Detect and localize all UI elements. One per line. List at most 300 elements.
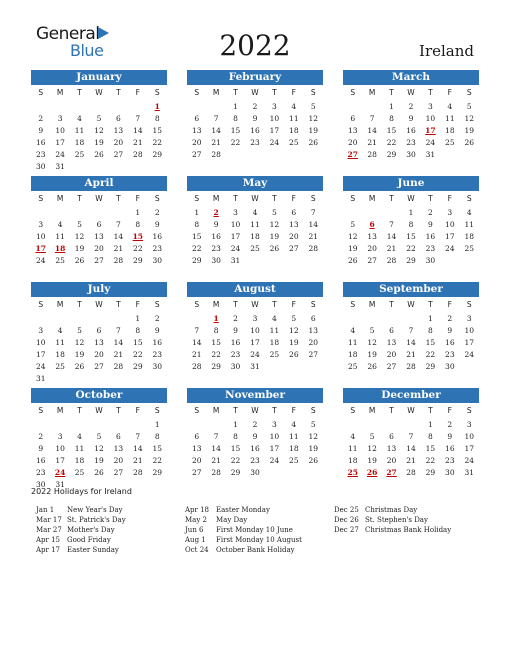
day-cell: 11 (347, 444, 358, 453)
day-cell: 28 (113, 256, 124, 265)
holiday-date: Dec 27 (334, 526, 359, 534)
weekday-label: T (389, 300, 394, 309)
holiday-date: Jan 1 (36, 506, 55, 514)
holiday-item (185, 515, 335, 525)
day-cell: 19 (74, 244, 85, 253)
weekday-label: W (251, 406, 259, 415)
day-cell (70, 373, 89, 385)
day-cell: 4 (350, 432, 356, 441)
holiday-day-cell: 26 (366, 468, 378, 477)
day-cell: 17 (445, 232, 455, 241)
day-cell: 1 (154, 420, 160, 429)
weekday-label: T (77, 88, 82, 97)
day-cell: 16 (250, 444, 260, 453)
month-august (187, 282, 323, 373)
day-cell: 7 (194, 326, 200, 335)
day-cell: 5 (96, 114, 102, 123)
day-cell: 7 (135, 114, 141, 123)
day-cell: 15 (152, 444, 163, 453)
week-row (187, 137, 323, 149)
weekday-label: M (56, 194, 64, 203)
day-cell: 12 (94, 126, 104, 135)
day-cell: 19 (269, 232, 280, 241)
holiday-name: St. Patrick's Day (67, 516, 126, 524)
weekday-label: M (56, 406, 64, 415)
day-cell: 27 (191, 150, 202, 159)
month-title: June (343, 176, 479, 191)
holiday-day-cell: 18 (54, 244, 66, 253)
day-cell: 27 (289, 244, 299, 253)
week-row (343, 125, 479, 137)
holiday-day-cell: 27 (386, 468, 397, 477)
day-cell: 4 (77, 432, 82, 441)
day-cell: 22 (133, 350, 143, 359)
day-cell (31, 207, 50, 219)
day-cell: 9 (38, 444, 44, 453)
day-cell: 30 (406, 150, 416, 159)
weekday-label: S (194, 406, 200, 415)
day-cell: 5 (310, 420, 316, 429)
holiday-day-cell: 17 (425, 126, 436, 135)
holiday-item (185, 535, 335, 545)
day-cell: 1 (408, 208, 414, 217)
day-cell: 20 (113, 456, 124, 465)
day-cell (89, 419, 108, 431)
day-cell: 17 (35, 350, 46, 359)
day-cell: 21 (211, 456, 221, 465)
day-cell: 16 (152, 338, 163, 347)
weekday-label: S (154, 300, 160, 309)
day-cell: 10 (464, 326, 475, 335)
month-title: November (187, 388, 323, 403)
day-cell (70, 207, 89, 219)
month-title: February (187, 70, 323, 85)
day-cell: 28 (211, 468, 221, 477)
weekday-label: W (407, 194, 415, 203)
holidays-column (36, 505, 186, 555)
day-cell (343, 101, 362, 113)
day-cell (382, 419, 401, 431)
day-cell: 8 (135, 220, 141, 229)
day-cell: 14 (386, 232, 397, 241)
weekday-label: S (466, 300, 472, 309)
day-cell: 27 (386, 362, 397, 371)
day-cell: 25 (289, 138, 299, 147)
day-cell: 9 (38, 126, 44, 135)
day-cell: 18 (269, 338, 280, 347)
day-cell: 13 (94, 232, 104, 241)
day-cell: 12 (367, 338, 377, 347)
day-cell: 1 (135, 208, 141, 217)
weekday-label: F (447, 88, 452, 97)
day-cell (109, 161, 128, 173)
day-cell: 27 (113, 468, 124, 477)
day-cell: 7 (310, 208, 316, 217)
holiday-day-cell: 27 (347, 150, 358, 159)
day-cell: 14 (406, 444, 416, 453)
day-cell: 15 (133, 338, 143, 347)
day-cell: 26 (289, 350, 299, 359)
weekday-label: M (56, 300, 64, 309)
logo-general-text: General (36, 24, 100, 44)
holiday-item (36, 545, 186, 555)
week-row (187, 101, 323, 113)
day-cell: 26 (269, 244, 280, 253)
day-cell: 23 (152, 350, 163, 359)
day-cell: 12 (464, 114, 475, 123)
day-cell: 26 (347, 256, 358, 265)
day-cell: 20 (94, 350, 104, 359)
week-row (31, 231, 167, 243)
weekday-label: W (95, 194, 103, 203)
day-cell: 21 (113, 244, 124, 253)
day-cell (401, 419, 420, 431)
day-cell (362, 207, 381, 219)
week-row (343, 137, 479, 149)
day-cell: 11 (74, 444, 85, 453)
day-cell: 11 (347, 338, 358, 347)
day-cell (109, 101, 128, 113)
day-cell: 20 (191, 138, 202, 147)
weekday-label: T (116, 88, 121, 97)
day-cell: 2 (154, 208, 160, 217)
day-cell: 21 (367, 138, 377, 147)
day-cell: 22 (152, 456, 163, 465)
week-row (343, 361, 479, 373)
holiday-date: Apr 17 (36, 546, 61, 554)
day-cell: 13 (191, 444, 202, 453)
day-cell: 2 (447, 420, 453, 429)
day-cell: 16 (211, 232, 221, 241)
day-cell: 3 (252, 314, 258, 323)
day-cell: 1 (428, 314, 433, 323)
month-title: April (31, 176, 167, 191)
week-row (187, 255, 323, 267)
week-row (343, 467, 479, 479)
day-cell: 10 (55, 126, 65, 135)
day-cell: 15 (406, 232, 416, 241)
day-cell (128, 419, 147, 431)
week-row (187, 113, 323, 125)
day-cell: 3 (57, 432, 63, 441)
day-cell: 8 (194, 220, 200, 229)
day-cell: 24 (464, 350, 475, 359)
week-row (343, 101, 479, 113)
day-cell: 13 (191, 126, 202, 135)
weekday-label: T (428, 406, 433, 415)
day-cell (265, 467, 284, 479)
day-cell: 15 (191, 232, 202, 241)
day-cell (31, 101, 50, 113)
day-cell: 15 (425, 444, 436, 453)
day-cell: 2 (154, 314, 160, 323)
day-cell: 21 (406, 456, 416, 465)
week-row (31, 467, 167, 479)
day-cell (148, 161, 167, 173)
weekday-label: F (135, 194, 140, 203)
day-cell: 23 (35, 150, 46, 159)
holidays-title: 2022 Holidays for Ireland (31, 487, 132, 496)
weekday-label: T (233, 194, 238, 203)
day-cell: 21 (113, 350, 124, 359)
day-cell: 24 (445, 244, 455, 253)
day-cell: 7 (135, 432, 141, 441)
weekday-label: S (154, 88, 160, 97)
day-cell (50, 313, 69, 325)
day-cell: 5 (369, 326, 375, 335)
day-cell: 30 (445, 468, 455, 477)
weekday-label: S (466, 406, 472, 415)
day-cell: 7 (213, 432, 219, 441)
day-cell: 19 (94, 138, 104, 147)
day-cell: 15 (230, 444, 241, 453)
day-cell: 1 (194, 208, 200, 217)
day-cell: 13 (94, 338, 104, 347)
day-cell: 25 (347, 362, 358, 371)
day-cell: 15 (211, 338, 221, 347)
day-cell (284, 467, 303, 479)
week-row (187, 337, 323, 349)
weekday-label: T (116, 300, 121, 309)
weekday-header (343, 405, 479, 417)
month-may (187, 176, 323, 267)
day-cell: 10 (464, 432, 475, 441)
day-cell (440, 149, 459, 161)
day-cell: 22 (133, 244, 143, 253)
page-header (0, 0, 510, 62)
weekday-label: S (466, 194, 472, 203)
holiday-day-cell: 1 (213, 314, 219, 323)
day-cell: 18 (55, 350, 65, 359)
week-row (31, 243, 167, 255)
holidays-column (334, 505, 484, 535)
week-row (31, 207, 167, 219)
day-cell (70, 161, 89, 173)
day-cell: 29 (386, 150, 397, 159)
day-cell (440, 255, 459, 267)
week-row (187, 361, 323, 373)
holiday-day-cell: 2 (213, 208, 219, 217)
day-cell: 11 (289, 432, 299, 441)
weekday-label: S (38, 300, 44, 309)
month-title: May (187, 176, 323, 191)
day-cell (206, 419, 225, 431)
day-cell: 27 (191, 468, 202, 477)
day-cell: 29 (425, 362, 436, 371)
day-cell (382, 207, 401, 219)
day-cell (109, 419, 128, 431)
day-cell: 23 (211, 244, 221, 253)
day-cell (70, 419, 89, 431)
week-row (343, 443, 479, 455)
day-cell: 19 (74, 350, 85, 359)
day-cell: 9 (428, 220, 433, 229)
day-cell: 10 (55, 444, 65, 453)
day-cell: 19 (94, 456, 104, 465)
weekday-label: F (291, 88, 296, 97)
day-cell: 14 (133, 444, 143, 453)
day-cell: 28 (133, 468, 143, 477)
month-title: September (343, 282, 479, 297)
weekday-header (187, 193, 323, 205)
weekday-label: S (194, 300, 200, 309)
holiday-item (36, 525, 186, 535)
day-cell: 2 (233, 314, 238, 323)
holidays-column (185, 505, 335, 555)
day-cell: 9 (447, 432, 453, 441)
weekday-label: T (233, 406, 238, 415)
day-cell: 30 (152, 362, 163, 371)
weekday-header (31, 87, 167, 99)
day-cell: 16 (425, 232, 436, 241)
weekday-label: S (194, 194, 200, 203)
day-cell: 10 (445, 220, 455, 229)
week-row (343, 243, 479, 255)
day-cell: 30 (445, 362, 455, 371)
day-cell: 9 (154, 326, 160, 335)
week-row (31, 431, 167, 443)
day-cell: 1 (233, 102, 238, 111)
week-row (343, 349, 479, 361)
weekday-label: T (428, 194, 433, 203)
holiday-name: First Monday 10 June (216, 526, 293, 534)
day-cell: 27 (113, 150, 124, 159)
week-row (187, 207, 323, 219)
holiday-item (185, 525, 335, 535)
day-cell: 4 (350, 326, 356, 335)
holiday-date: Aug 1 (185, 536, 206, 544)
week-row (31, 113, 167, 125)
day-cell: 7 (408, 432, 414, 441)
weekday-label: S (350, 88, 356, 97)
day-cell: 9 (213, 220, 219, 229)
month-april (31, 176, 167, 267)
day-cell: 10 (35, 232, 46, 241)
day-cell: 2 (408, 102, 414, 111)
weekday-label: S (350, 194, 356, 203)
day-cell (70, 313, 89, 325)
day-cell: 15 (386, 126, 397, 135)
weekday-label: M (368, 300, 376, 309)
day-cell: 14 (211, 444, 221, 453)
weekday-label: T (77, 300, 82, 309)
day-cell: 18 (74, 138, 85, 147)
weekday-label: T (272, 300, 277, 309)
holiday-date: Dec 25 (334, 506, 359, 514)
weekday-label: T (77, 194, 82, 203)
day-cell: 29 (230, 468, 241, 477)
month-november (187, 388, 323, 479)
day-cell: 1 (389, 102, 394, 111)
week-row (31, 373, 167, 385)
day-cell: 17 (269, 126, 280, 135)
weekday-label: M (212, 194, 220, 203)
day-cell: 17 (55, 138, 65, 147)
day-cell: 16 (230, 338, 241, 347)
weekday-header (343, 299, 479, 311)
day-cell: 30 (230, 362, 241, 371)
day-cell (89, 101, 108, 113)
day-cell: 31 (55, 162, 65, 171)
day-cell: 2 (252, 420, 258, 429)
day-cell: 7 (369, 114, 375, 123)
holiday-date: Oct 24 (185, 546, 209, 554)
weekday-label: S (466, 88, 472, 97)
weekday-label: S (350, 300, 356, 309)
day-cell: 16 (445, 338, 455, 347)
weekday-label: F (447, 194, 452, 203)
day-cell: 15 (425, 338, 436, 347)
weekday-header (31, 299, 167, 311)
day-cell: 15 (230, 126, 241, 135)
day-cell (265, 361, 284, 373)
day-cell: 1 (428, 420, 433, 429)
day-cell: 23 (250, 456, 260, 465)
holiday-item (36, 515, 186, 525)
day-cell: 14 (191, 338, 202, 347)
day-cell: 21 (211, 138, 221, 147)
day-cell: 22 (211, 350, 221, 359)
day-cell (382, 313, 401, 325)
weekday-label: F (447, 406, 452, 415)
day-cell: 24 (55, 150, 65, 159)
day-cell: 14 (211, 126, 221, 135)
day-cell: 1 (135, 314, 141, 323)
weekday-label: F (135, 300, 140, 309)
day-cell: 26 (74, 256, 85, 265)
day-cell: 21 (406, 350, 416, 359)
day-cell: 14 (113, 338, 124, 347)
day-cell: 16 (250, 126, 260, 135)
day-cell: 8 (135, 326, 141, 335)
day-cell: 11 (74, 126, 85, 135)
day-cell: 26 (308, 456, 319, 465)
day-cell: 18 (445, 126, 455, 135)
day-cell (187, 101, 206, 113)
day-cell: 17 (464, 338, 475, 347)
day-cell (89, 207, 108, 219)
day-cell: 8 (428, 432, 433, 441)
weekday-label: T (272, 194, 277, 203)
week-row (343, 113, 479, 125)
week-row (31, 443, 167, 455)
day-cell: 25 (74, 150, 85, 159)
day-cell: 18 (464, 232, 475, 241)
day-cell: 26 (94, 150, 104, 159)
day-cell: 5 (466, 102, 472, 111)
day-cell: 18 (74, 456, 85, 465)
day-cell (89, 161, 108, 173)
day-cell: 30 (35, 480, 46, 489)
day-cell: 1 (233, 420, 238, 429)
logo-blue-text: Blue (70, 41, 104, 60)
day-cell: 10 (269, 432, 280, 441)
day-cell: 28 (191, 362, 202, 371)
weekday-label: F (291, 300, 296, 309)
month-title: December (343, 388, 479, 403)
week-row (187, 349, 323, 361)
day-cell: 11 (289, 114, 299, 123)
day-cell: 26 (308, 138, 319, 147)
day-cell: 3 (466, 314, 472, 323)
weekday-header (343, 193, 479, 205)
day-cell: 31 (230, 256, 241, 265)
day-cell: 6 (96, 326, 102, 335)
weekday-label: W (407, 406, 415, 415)
day-cell: 12 (74, 338, 85, 347)
month-title: October (31, 388, 167, 403)
weekday-label: W (95, 406, 103, 415)
